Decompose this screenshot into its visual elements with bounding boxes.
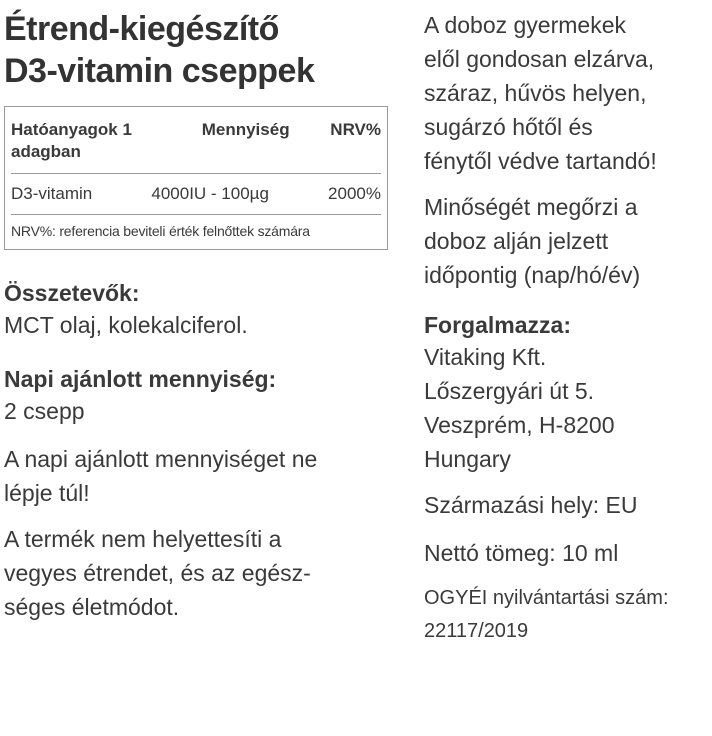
distributor-line: Hungary <box>424 446 511 472</box>
cell-quantity: 4000IU - 100µg <box>151 184 269 203</box>
registration-number <box>424 582 708 648</box>
right-column <box>424 8 708 648</box>
distributor-section <box>424 310 708 476</box>
diet-note <box>4 522 400 624</box>
storage-line: A doboz gyermekek <box>424 12 627 38</box>
daily-dose-text: 2 csepp <box>4 398 85 424</box>
warning-line: A napi ajánlott mennyiséget ne <box>4 446 318 472</box>
storage-line: elől gondosan elzárva, <box>424 46 655 72</box>
header-active-ingredients: Hatóanyagok 1 adagban <box>11 120 132 161</box>
dose-warning <box>4 442 400 510</box>
registration-line: OGYÉI nyilvántartási szám: <box>424 587 669 609</box>
best-before-line: doboz alján jelzett <box>424 228 609 254</box>
cell-nrv: 2000% <box>328 184 381 203</box>
warning-line: lépje túl! <box>4 480 90 506</box>
distributor-line: Vitaking Kft. <box>424 344 547 370</box>
title-line: D3-vitamin cseppek <box>4 52 315 90</box>
best-before-line: időpontig (nap/hó/év) <box>424 262 641 288</box>
note-line: séges életmódot. <box>4 594 180 620</box>
net-weight-text: Nettó tömeg: 10 ml <box>424 540 619 566</box>
nrv-footnote: NRV%: referencia beviteli érték felnőttek számára <box>11 223 310 239</box>
storage-line: sugárzó hőtől és <box>424 114 593 140</box>
storage-line: száraz, hűvös helyen, <box>424 80 647 106</box>
daily-dose-section <box>4 364 400 428</box>
left-column <box>4 8 400 624</box>
ingredients-section <box>4 278 400 342</box>
distributor-heading: Forgalmazza: <box>424 312 571 338</box>
daily-dose-heading: Napi ajánlott mennyiség: <box>4 366 277 392</box>
title-line: Étrend-kiegészítő <box>4 10 279 48</box>
header-quantity: Mennyiség <box>201 120 290 139</box>
best-before-line: Minőségét megőrzi a <box>424 194 638 220</box>
note-line: vegyes étrendet, és az egész- <box>4 560 311 586</box>
note-line: A termék nem helyettesíti a <box>4 526 282 552</box>
nrv-table <box>4 106 388 250</box>
product-title <box>4 8 400 92</box>
cell-ingredient: D3-vitamin <box>11 184 93 203</box>
ingredients-text: MCT olaj, kolekalciferol. <box>4 312 248 338</box>
nrv-table-row <box>11 174 381 215</box>
storage-instructions <box>424 8 708 178</box>
ingredients-heading: Összetevők: <box>4 280 140 306</box>
nrv-table-header <box>11 107 381 174</box>
header-nrv: NRV% <box>330 120 381 139</box>
storage-line: fénytől védve tartandó! <box>424 148 657 174</box>
distributor-line: Veszprém, H-8200 <box>424 412 615 438</box>
registration-line: 22117/2019 <box>424 620 529 642</box>
distributor-line: Lőszergyári út 5. <box>424 378 595 404</box>
best-before <box>424 190 708 292</box>
origin-text: Származási hely: EU <box>424 492 638 518</box>
